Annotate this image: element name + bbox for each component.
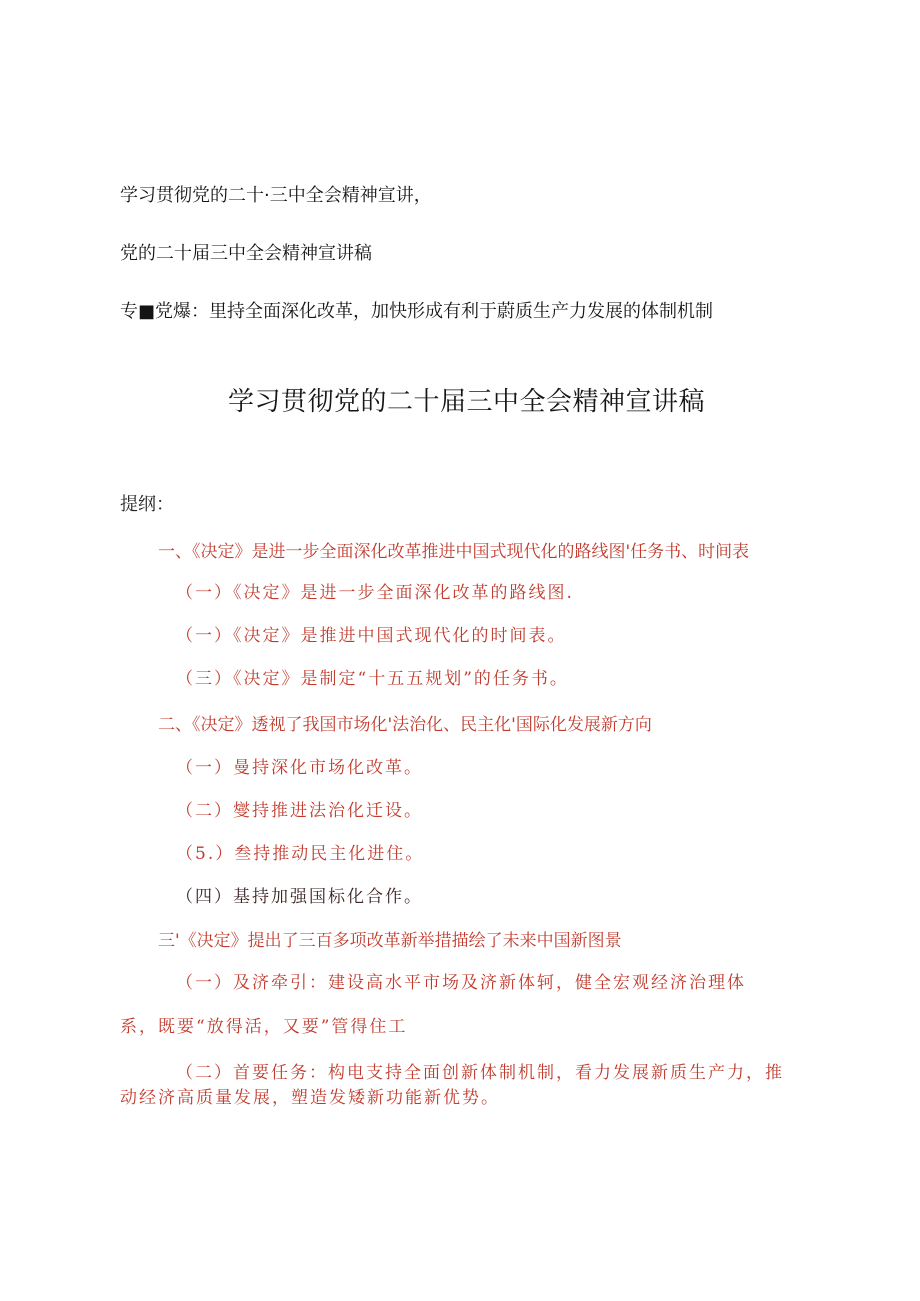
outline-label: 提纲： bbox=[120, 494, 174, 515]
section-1-item-2: （一）《决定》是推进中国式现代化的时间表。 bbox=[176, 626, 567, 646]
section-3-para-2-line-2: 动经济高质量发展，塑造发矮新功能新优势。 bbox=[120, 1088, 500, 1108]
header-line-3: 专■党爆：里持全面深化改革，加快形成有利于蔚质生产力发展的体制机制 bbox=[120, 301, 714, 322]
section-2-item-4: （四）基持加强国标化合作。 bbox=[176, 887, 423, 907]
section-2-heading: 二、《决定》透视了我国市场化'法治化、民主化'国际化发展新方向 bbox=[158, 715, 652, 735]
section-1-item-1: （一）《决定》是进一步全面深化改革的路线图. bbox=[176, 583, 574, 603]
section-3-para-2-line-1: （二）首要任务：构电支持全面创新体制机制，看力发展新质生产力，推 bbox=[176, 1063, 784, 1083]
section-2-item-2: （二）燮持推进法治化迁设。 bbox=[176, 801, 423, 821]
header-line-2: 党的二十届三中全会精神宣讲稿 bbox=[120, 243, 372, 264]
section-3-heading: 三'《决定》提出了三百多项改革新举措描绘了未来中国新图景 bbox=[158, 931, 622, 951]
section-1-heading: 一、《决定》是进一步全面深化改革推进中国式现代化的路线图'任务书、时间表 bbox=[158, 542, 750, 562]
section-1-item-3: （三）《决定》是制定“十五五规划”的任务书。 bbox=[176, 669, 569, 689]
header-line-1: 学习贯彻党的二十·三中全会精神宣讲， bbox=[120, 185, 432, 206]
section-3-para-1-line-2: 系，既要“放得活，又要”管得住工 bbox=[120, 1017, 408, 1037]
document-title: 学习贯彻党的二十届三中全会精神宣讲稿 bbox=[228, 387, 706, 417]
section-2-item-1: （一）曼持深化市场化改革。 bbox=[176, 758, 423, 778]
section-2-item-3: （5.）叁持推动民主化进住。 bbox=[176, 844, 425, 864]
section-3-para-1-line-1: （一）及济牵引：建设高水平市场及济新体轲，健全宏观经济治理体 bbox=[176, 973, 746, 993]
